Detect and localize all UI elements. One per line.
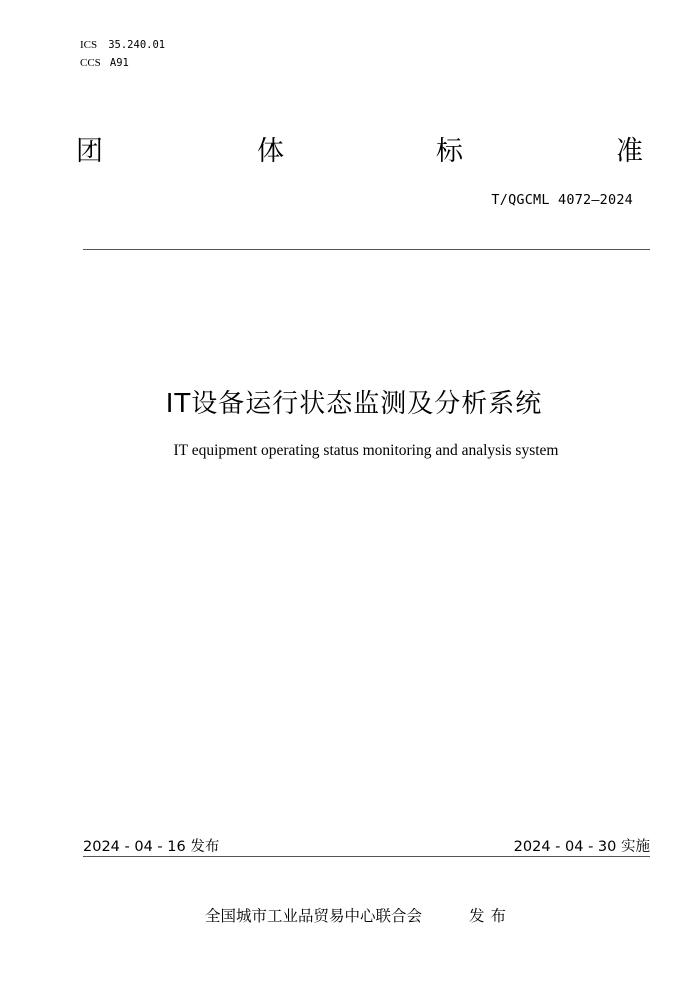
standard-type-char-4: 准 [616, 136, 643, 167]
ccs-label: CCS [80, 57, 101, 69]
implementation-date: 2024 - 04 - 30 实施 [513, 839, 650, 855]
ics-code: 35.240.01 [108, 39, 166, 51]
ccs-line [80, 51, 129, 70]
header-divider [83, 249, 650, 250]
footer-divider [83, 856, 650, 857]
standard-number: T/QGCML 4072—2024 [491, 192, 633, 208]
ics-label: ICS [80, 39, 98, 51]
document-title-english: IT equipment operating status monitoring and analysis system [173, 442, 559, 459]
ics-line [80, 33, 165, 52]
standard-type-char-3: 标 [436, 136, 463, 167]
issue-date: 2024 - 04 - 16 发布 [83, 839, 220, 855]
standard-type-char-1: 团 [76, 136, 103, 167]
ccs-code: A91 [109, 57, 129, 69]
publish-label: 发布 [469, 907, 513, 925]
document-title-chinese: IT设备运行状态监测及分析系统 [165, 389, 543, 419]
standard-type-char-2: 体 [257, 136, 284, 167]
publisher-name: 全国城市工业品贸易中心联合会 [205, 907, 423, 925]
